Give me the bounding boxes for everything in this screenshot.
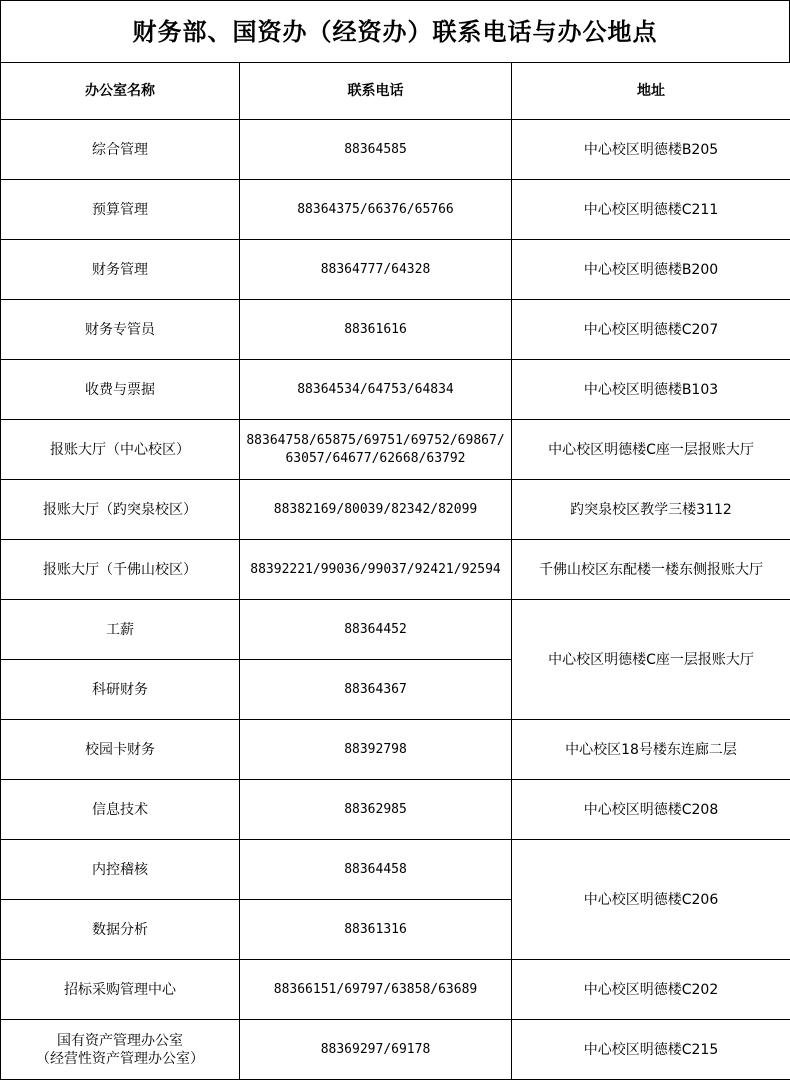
phone-cell: 88364375/66376/65766 <box>240 180 512 240</box>
table-row <box>1 840 790 900</box>
office-cell: 收费与票据 <box>1 360 240 420</box>
address-cell: 中心校区明德楼C207 <box>512 300 790 360</box>
office-cell: 报账大厅（趵突泉校区） <box>1 480 240 540</box>
phone-cell: 88364534/64753/64834 <box>240 360 512 420</box>
office-cell: 报账大厅（千佛山校区） <box>1 540 240 600</box>
page-title: 财务部、国资办（经资办）联系电话与办公地点 <box>0 0 790 62</box>
address-cell: 中心校区明德楼C215 <box>512 1020 790 1080</box>
table-row <box>1 300 790 360</box>
office-cell: 招标采购管理中心 <box>1 960 240 1020</box>
phone-line: 63057/64677/62668/63792 <box>242 450 509 468</box>
header-address: 地址 <box>512 63 790 120</box>
address-cell: 中心校区明德楼B200 <box>512 240 790 300</box>
phone-cell: 88366151/69797/63858/63689 <box>240 960 512 1020</box>
phone-cell: 88382169/80039/82342/82099 <box>240 480 512 540</box>
phone-cell: 88392221/99036/99037/92421/92594 <box>240 540 512 600</box>
header-office: 办公室名称 <box>1 63 240 120</box>
table-row <box>1 240 790 300</box>
table-row <box>1 720 790 780</box>
table-row <box>1 540 790 600</box>
address-cell: 中心校区明德楼C202 <box>512 960 790 1020</box>
address-cell: 中心校区明德楼C211 <box>512 180 790 240</box>
office-cell: 信息技术 <box>1 780 240 840</box>
table-header-row <box>1 63 790 120</box>
table-row <box>1 120 790 180</box>
phone-cell: 88364585 <box>240 120 512 180</box>
phone-cell: 88364367 <box>240 660 512 720</box>
phone-cell: 88364777/64328 <box>240 240 512 300</box>
address-cell: 趵突泉校区教学三楼3112 <box>512 480 790 540</box>
header-phone: 联系电话 <box>240 63 512 120</box>
phone-cell: 88392798 <box>240 720 512 780</box>
table-row <box>1 180 790 240</box>
office-cell: 综合管理 <box>1 120 240 180</box>
table-row <box>1 780 790 840</box>
office-cell: 财务管理 <box>1 240 240 300</box>
phone-cell: 88362985 <box>240 780 512 840</box>
address-cell-merged: 中心校区明德楼C座一层报账大厅 <box>512 600 790 720</box>
table-row <box>1 480 790 540</box>
office-line: （经营性资产管理办公室） <box>3 1050 237 1068</box>
office-cell: 预算管理 <box>1 180 240 240</box>
phone-cell: 88369297/69178 <box>240 1020 512 1080</box>
office-cell: 科研财务 <box>1 660 240 720</box>
office-cell: 报账大厅（中心校区） <box>1 420 240 480</box>
phone-cell: 88364452 <box>240 600 512 660</box>
address-cell: 中心校区18号楼东连廊二层 <box>512 720 790 780</box>
office-cell: 工薪 <box>1 600 240 660</box>
office-cell <box>1 1020 240 1080</box>
office-line: 国有资产管理办公室 <box>3 1032 237 1050</box>
address-cell: 千佛山校区东配楼一楼东侧报账大厅 <box>512 540 790 600</box>
table-row <box>1 960 790 1020</box>
phone-cell: 88364458 <box>240 840 512 900</box>
table-row <box>1 420 790 480</box>
office-cell: 内控稽核 <box>1 840 240 900</box>
phone-cell: 88361316 <box>240 900 512 960</box>
address-cell: 中心校区明德楼C208 <box>512 780 790 840</box>
address-cell: 中心校区明德楼C座一层报账大厅 <box>512 420 790 480</box>
table-row <box>1 1020 790 1080</box>
phone-cell: 88361616 <box>240 300 512 360</box>
office-cell: 数据分析 <box>1 900 240 960</box>
phone-line: 88364758/65875/69751/69752/69867/ <box>242 432 509 450</box>
table-row <box>1 360 790 420</box>
address-cell: 中心校区明德楼B103 <box>512 360 790 420</box>
phone-cell <box>240 420 512 480</box>
office-cell: 校园卡财务 <box>1 720 240 780</box>
office-cell: 财务专管员 <box>1 300 240 360</box>
address-cell-merged: 中心校区明德楼C206 <box>512 840 790 960</box>
contact-table <box>0 62 790 1080</box>
address-cell: 中心校区明德楼B205 <box>512 120 790 180</box>
table-row <box>1 600 790 660</box>
